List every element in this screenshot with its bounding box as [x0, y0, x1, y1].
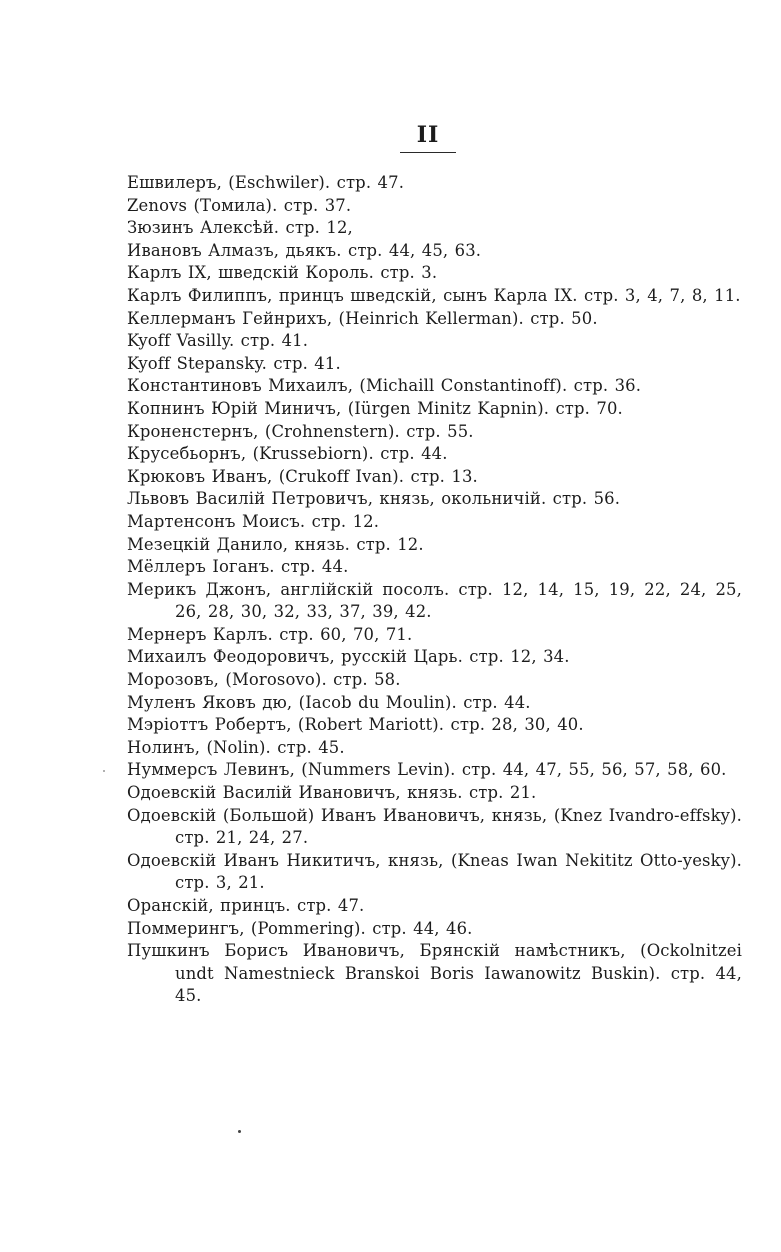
ink-speck: [103, 770, 105, 772]
index-entry: Поммерингъ, (Pommering). стр. 44, 46.: [127, 918, 473, 938]
index-entry: Нуммерсъ Левинъ, (Nummers Levin). стр. 44, 47, 55, 56, 57, 58, 60.: [127, 760, 727, 780]
index-entry: Мёллеръ Іоганъ. стр. 44.: [127, 557, 349, 577]
index-entry: Муленъ Яковъ дю, (Iacob du Moulin). стр. 44.: [127, 692, 531, 712]
index-entry: Мернеръ Карлъ. стр. 60, 70, 71.: [127, 624, 413, 644]
ink-speck: [238, 1130, 241, 1133]
index-entry: Зюзинъ Алексѣй. стр. 12,: [127, 218, 353, 238]
index-entry: Мерикъ Джонъ, англійскій посолъ. стр. 12, 14, 15, 19, 22, 24, 25, 26, 28, 30, 32, 33, 37, 39, 42.: [127, 579, 742, 622]
index-entry: Zenovs (Томила). стр. 37.: [127, 195, 352, 215]
page-number: II: [400, 122, 456, 153]
index-entry: Ешвилеръ, (Eschwiler). стр. 47.: [127, 173, 405, 192]
index-entry: Кроненстернъ, (Crohnenstern). стр. 55.: [127, 421, 474, 441]
index-entry: Михаилъ Феодоровичъ, русскій Царь. стр. 12, 34.: [127, 647, 570, 667]
index-entry: Одоевскій Василій Ивановичъ, князь. стр. 21.: [127, 783, 537, 803]
index-entry: Одоевскій Иванъ Никитичъ, князь, (Kneas Iwan Nekititz Otto-yesky). стр. 3, 21.: [127, 850, 742, 893]
index-entry: Морозовъ, (Morosovo). стр. 58.: [127, 670, 401, 690]
index-entry: Копнинъ Юрій Миничъ, (Iürgen Minitz Kapnin). стр. 70.: [127, 398, 623, 418]
index-entry: Пушкинъ Борисъ Ивановичъ, Брянскій намѣстникъ, (Ockolnitzei undt Namestnieck Branskoi Boris Iawanowitz Buskin). стр. 44, 45.: [127, 941, 742, 1006]
index-entry: Нолинъ, (Nolin). стр. 45.: [127, 737, 345, 757]
index-entry: Kyoff Stepansky. стр. 41.: [127, 353, 341, 373]
index-entry: Мезецкій Данило, князь. стр. 12.: [127, 534, 424, 554]
index-entry: Келлерманъ Гейнрихъ, (Heinrich Kellerman). стр. 50.: [127, 308, 598, 328]
index-entry: Kyoff Vasilly. стр. 41.: [127, 331, 309, 351]
index-entry: Мартенсонъ Моисъ. стр. 12.: [127, 511, 380, 531]
index-entry: Крусебьорнъ, (Krussebiorn). стр. 44.: [127, 444, 448, 464]
index-entry: Львовъ Василій Петровичъ, князь, окольничій. стр. 56.: [127, 489, 621, 509]
index-entry: Одоевскій (Большой) Иванъ Ивановичъ, князь, (Knez Ivandro-effsky). стр. 21, 24, 27.: [127, 805, 742, 848]
index-entry: Карлъ Филиппъ, принцъ шведскій, сынъ Карла IX. стр. 3, 4, 7, 8, 11.: [127, 285, 741, 305]
name-index-list: [127, 172, 742, 1008]
index-entry: Карлъ IX, шведскій Король. стр. 3.: [127, 263, 438, 283]
index-entry: Крюковъ Иванъ, (Crukoff Ivan). стр. 13.: [127, 466, 478, 486]
index-entry: Ивановъ Алмазъ, дьякъ. стр. 44, 45, 63.: [127, 240, 482, 260]
index-entry: Оранскій, принцъ. стр. 47.: [127, 896, 365, 915]
index-entry: Мэріоттъ Робертъ, (Robert Mariott). стр. 28, 30, 40.: [127, 715, 584, 735]
index-entry: Константиновъ Михаилъ, (Michaill Constantinoff). стр. 36.: [127, 376, 642, 396]
